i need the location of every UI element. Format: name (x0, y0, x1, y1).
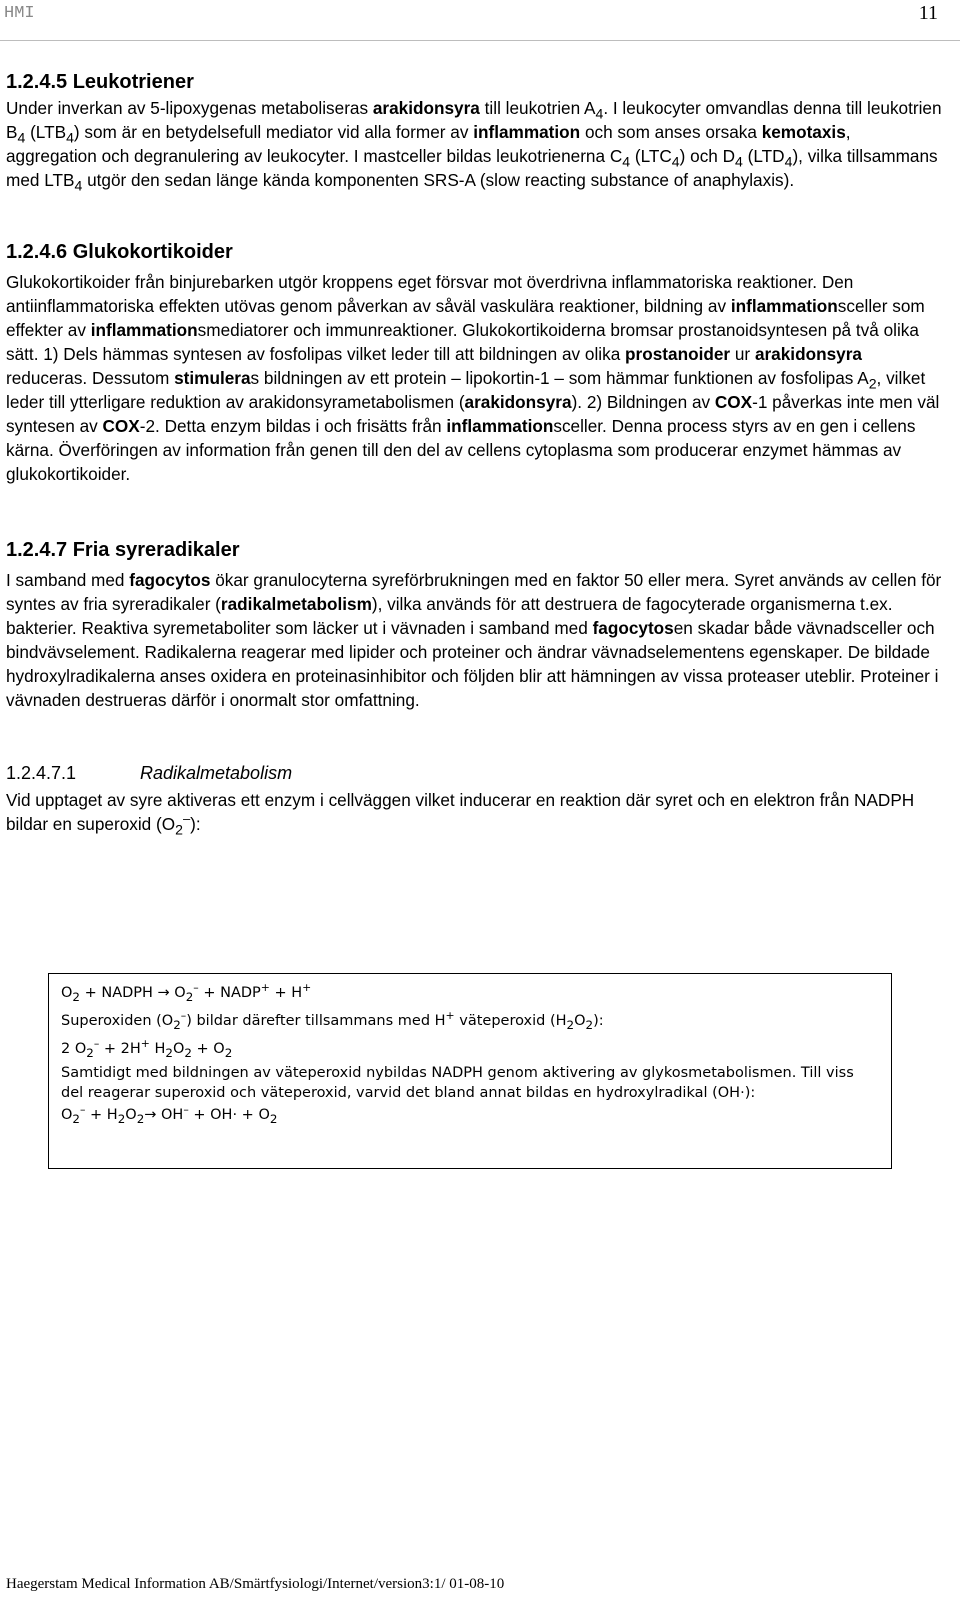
text: O (125, 1107, 137, 1123)
keyword-link[interactable]: prostanoider (625, 344, 731, 364)
section-heading: 1.2.4.5 Leukotriener (6, 71, 194, 93)
text: reduceras. Dessutom (6, 368, 175, 388)
keyword-link[interactable]: inflammation (730, 296, 838, 316)
subscript: 2 (173, 1017, 181, 1032)
box-text-line (61, 1011, 879, 1031)
text: Under inverkan av 5-lipoxygenas metaboliseras (6, 98, 373, 118)
subscript: 4 (622, 153, 631, 170)
superscript: – (79, 1103, 86, 1117)
paragraph (6, 568, 946, 712)
text: väteperoxid (H (454, 1013, 567, 1029)
section-leukotriener (6, 68, 946, 192)
subsection-heading (6, 760, 946, 786)
text: ). 2) Bildningen av (571, 392, 715, 412)
section-heading: 1.2.4.6 Glukokortikoider (6, 241, 233, 263)
subsection-title: Radikalmetabolism (140, 763, 293, 783)
text: Vid upptaget av syre aktiveras ett enzym i cellväggen vilket inducerar en reaktion där syret och en elektron från NADPH bildar en superoxid (O (6, 790, 915, 834)
arrow-right-icon: → (144, 1107, 157, 1123)
page-footer: Haegerstam Medical Information AB/Smärtfysiologi/Internet/version3:1/ 01-08-10 (6, 1576, 505, 1592)
section-heading: 1.2.4.7 Fria syreradikaler (6, 539, 240, 561)
reaction-box (48, 973, 892, 1169)
text: en skadar både vävnadsceller och bindvävselement. Radikalerna reagerar med lipider och proteiner och ändrar vävnadselementens egenskaper. De bildade hydroxylradikalerna anses oxidera en proteinasinhibitor och följden blir att hämningen av vissa proteaser uteblir. Proteiner i vävnaden destrueras därför i onormalt stor omfattning. (6, 618, 939, 710)
section-fria-syreradikaler (6, 536, 946, 712)
superscript: + (302, 981, 312, 995)
subscript: 4 (735, 153, 743, 170)
text: + H (85, 1107, 118, 1123)
text: sceller. Denna process styrs av en gen i cellens kärna. Överföringen av information från genen till den del av cellens cytoplasma som producerar enzymet hämmas av glukokortikoider. (6, 416, 916, 484)
subscript: 2 (585, 1017, 594, 1032)
subscript: 4 (784, 153, 793, 170)
text: + NADPH (79, 985, 158, 1001)
equation-2 (61, 1039, 879, 1059)
text: s bildningen av ett protein – lipokortin-1 – som hämmar funktionen av fosfolipas A (250, 368, 869, 388)
subscript: 2 (868, 375, 877, 392)
text: , vilket leder till ytterligare reduktion av arakidonsyrametabolismen ( (6, 368, 926, 412)
keyword-link[interactable]: radikalmetabolism (220, 594, 372, 614)
keyword-link[interactable]: inflammation (90, 320, 198, 340)
subscript: 2 (136, 1111, 145, 1126)
subsection-number: 1.2.4.7.1 (6, 763, 77, 783)
subscript: 2 (72, 1111, 80, 1126)
keyword-link[interactable]: stimulera (174, 368, 251, 388)
text: I samband med (6, 570, 130, 590)
subscript: 2 (185, 989, 194, 1004)
text: ): (593, 1013, 604, 1029)
text: O (574, 1013, 586, 1029)
keyword-link[interactable]: inflammation (446, 416, 554, 436)
text: O (172, 1041, 185, 1057)
text: ) och D (679, 146, 736, 166)
text: O (61, 985, 73, 1001)
text: smediatorer och immunreaktioner. Glukokortikoiderna bromsar prostanoidsyntesen på två olika sätt. 1) Dels hämmas syntesen av fosfolipas vilket leder till att bildningen av olika (6, 320, 919, 364)
radical-dot: · (740, 1085, 745, 1101)
equation-3 (61, 1105, 879, 1125)
text: + O (191, 1041, 225, 1057)
text: ), vilka används för att destruera de fagocyterade organismerna t.ex. bakterier. Reaktiva syremetaboliter som läcker ut i vävnaden i samband med (6, 594, 893, 638)
text: ), vilka tillsammans med LTB (6, 146, 938, 190)
document-body (6, 68, 946, 836)
subscript: 2 (269, 1111, 278, 1126)
text: sceller som effekter av (6, 296, 925, 340)
superscript: – (180, 1009, 187, 1023)
text: + O (237, 1107, 270, 1123)
text: (LTB (25, 122, 67, 142)
superscript: + (260, 981, 270, 995)
text: + NADP (198, 985, 261, 1001)
subscript: 2 (224, 1045, 233, 1060)
text: ): (744, 1085, 756, 1101)
superscript: + (445, 1009, 455, 1023)
header-divider (0, 40, 960, 41)
text: + OH (188, 1107, 233, 1123)
text: , aggregation och degranulering av leukocyter. I mastceller bildas leukotrienerna C (6, 122, 851, 166)
text: ökar granulocyterna syreförbrukningen med en faktor 50 eller mera. Syret används av cellen för syntes av fria syreradikaler ( (6, 570, 942, 614)
superscript: + (140, 1037, 150, 1051)
text: + H (269, 985, 303, 1001)
text: -1 påverkas inte men väl syntesen av (6, 392, 940, 436)
text: ) bildar därefter tillsammans med H (186, 1013, 446, 1029)
subscript: 4 (671, 153, 680, 170)
section-radikalmetabolism (6, 760, 946, 836)
text: . I leukocyter omvandlas denna till leukotrien B (6, 98, 942, 142)
subscript: 2 (175, 821, 183, 838)
keyword-link[interactable]: arakidonsyra (372, 98, 480, 118)
subscript: 2 (184, 1045, 192, 1060)
keyword-link[interactable]: fagocytos (592, 618, 674, 638)
keyword-link[interactable]: arakidonsyra (464, 392, 572, 412)
arrow-right-icon: → (157, 985, 170, 1001)
keyword-link[interactable]: arakidonsyra (754, 344, 862, 364)
text: O (169, 985, 186, 1001)
text: Glukokortikoider från binjurebarken utgör kroppens eget försvar mot överdrivna inflammatoriska reaktioner. Den antiinflammatoriska effekten utövas genom påverkan av såväl vaskulära reaktioner, bildning av (6, 272, 854, 316)
subscript: 4 (17, 129, 26, 146)
equation-1 (61, 983, 879, 1003)
superscript: – (183, 1103, 189, 1117)
subscript: 2 (86, 1045, 94, 1060)
text: OH (156, 1107, 184, 1123)
header-label: HMI (4, 4, 35, 23)
text: H (149, 1041, 166, 1057)
keyword-link[interactable]: COX (102, 416, 140, 436)
page-number: 11 (918, 2, 938, 24)
text: (LTD (742, 146, 785, 166)
text: + 2H (99, 1041, 141, 1057)
keyword-link[interactable]: fagocytos (129, 570, 211, 590)
text: ): (190, 814, 201, 834)
paragraph (6, 788, 946, 836)
text: 2 O (61, 1041, 87, 1057)
paragraph (6, 96, 946, 192)
superscript: – (182, 810, 191, 826)
keyword-link[interactable]: inflammation (473, 122, 581, 142)
subscript: 2 (165, 1045, 173, 1060)
superscript: – (193, 981, 199, 995)
radical-dot: · (232, 1107, 238, 1123)
text: och som anses orsaka (580, 122, 762, 142)
superscript: – (93, 1037, 100, 1051)
subscript: 2 (566, 1017, 575, 1032)
text: Samtidigt med bildningen av väteperoxid nybildas NADPH genom aktivering av glykosmetabolismen. Till viss del reagerar superoxid och väteperoxid, varvid det bland annat bildas en hydroxylradikal (OH (61, 1065, 854, 1101)
text: ) som är en betydelsefull mediator vid alla former av (73, 122, 474, 142)
section-glukokortikoider (6, 238, 946, 486)
text: -2. Detta enzym bildas i och frisätts från (139, 416, 447, 436)
text: (LTC (630, 146, 672, 166)
keyword-link[interactable]: COX (714, 392, 753, 412)
text: ur (730, 344, 755, 364)
text: utgör den sedan länge kända komponenten SRS-A (slow reacting substance of anaphylaxis). (82, 170, 795, 190)
subscript: 4 (595, 105, 604, 122)
subscript: 2 (117, 1111, 126, 1126)
keyword-link[interactable]: kemotaxis (761, 122, 846, 142)
text: till leukotrien A (479, 98, 596, 118)
box-text-line (61, 1063, 879, 1103)
subscript: 4 (66, 129, 74, 146)
text: O (61, 1107, 73, 1123)
subscript: 2 (72, 989, 80, 1004)
subscript: 4 (74, 177, 83, 194)
text: Superoxiden (O (61, 1013, 174, 1029)
paragraph (6, 270, 946, 486)
